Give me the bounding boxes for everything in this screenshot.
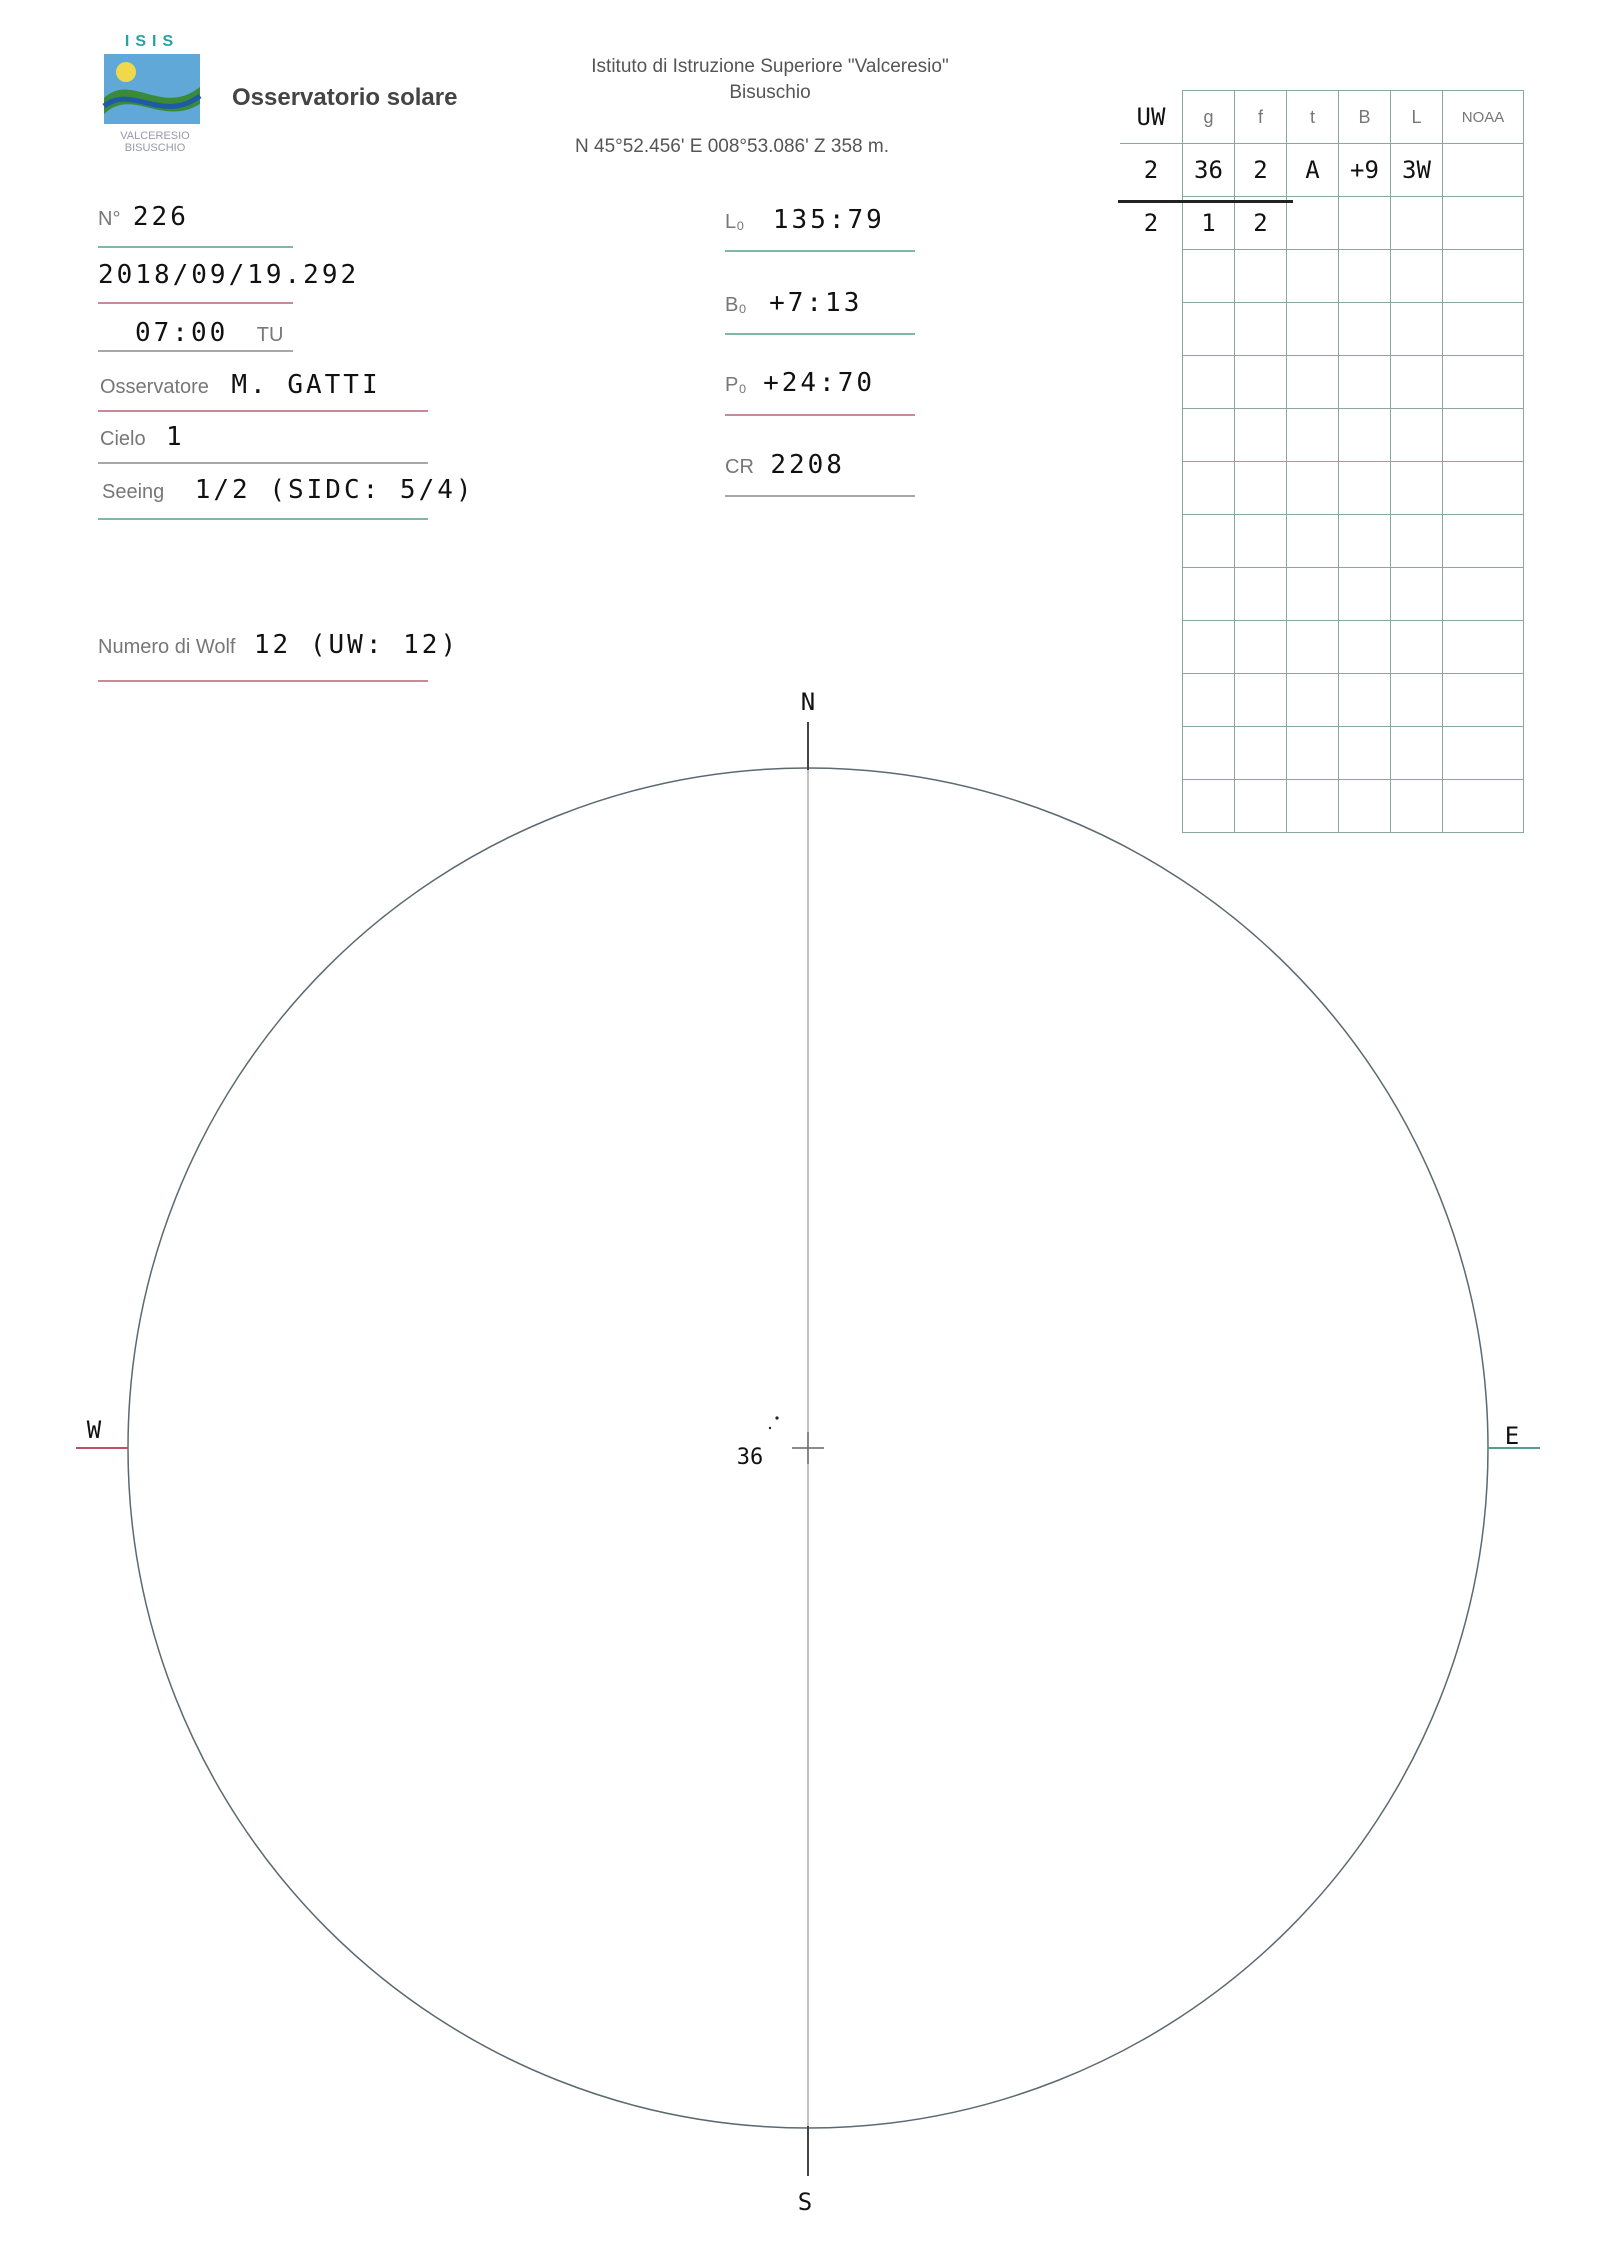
table-cell: +9 bbox=[1339, 144, 1391, 197]
west-label: W bbox=[86, 1416, 102, 1444]
institute-line1: Istituto di Istruzione Superiore "Valceresio" bbox=[591, 56, 949, 77]
p0-value: +24:70 bbox=[763, 368, 876, 398]
institute-line2: Bisuschio bbox=[729, 82, 811, 103]
seeing-value: 1/2 (SIDC: 5/4) bbox=[194, 475, 475, 505]
table-cell: 2 bbox=[1235, 144, 1287, 197]
table-header-cell: L bbox=[1391, 91, 1443, 144]
p0-label: P₀ bbox=[725, 374, 747, 396]
table-cell: 1 bbox=[1183, 197, 1235, 250]
logo-caption-line1: VALCERESIO bbox=[120, 130, 190, 142]
table-cell: 3W bbox=[1391, 144, 1443, 197]
table-cell: 36 bbox=[1183, 144, 1235, 197]
table-header-cell: g bbox=[1183, 91, 1235, 144]
table-header-cell: NOAA bbox=[1443, 91, 1524, 144]
sky-label: Cielo bbox=[100, 428, 146, 450]
cr-value: 2208 bbox=[770, 450, 845, 480]
b0-label: B₀ bbox=[725, 294, 747, 316]
table-cell: 2 bbox=[1120, 144, 1183, 197]
wolf-value: 12 (UW: 12) bbox=[253, 630, 460, 660]
south-label: S bbox=[797, 2188, 813, 2216]
north-label: N bbox=[800, 688, 816, 716]
number-value: 226 bbox=[132, 202, 189, 232]
table-cell: 2 bbox=[1235, 197, 1287, 250]
wolf-label: Numero di Wolf bbox=[98, 636, 236, 658]
logo-caption-line2: BISUSCHIO bbox=[124, 142, 186, 154]
l0-label: L₀ bbox=[725, 211, 745, 233]
observatory-name: Osservatorio solare bbox=[232, 84, 458, 111]
table-header-cell: f bbox=[1235, 91, 1287, 144]
seeing-label: Seeing bbox=[102, 481, 165, 503]
table-header-cell: t bbox=[1287, 91, 1339, 144]
table-cell: A bbox=[1287, 144, 1339, 197]
group-label: 36 bbox=[736, 1445, 764, 1470]
observer-value: M. GATTI bbox=[231, 370, 381, 400]
sunspot-dot bbox=[775, 1416, 778, 1419]
date-value: 2018/09/19.292 bbox=[98, 260, 360, 290]
table-header-cell: B bbox=[1339, 91, 1391, 144]
sky-value: 1 bbox=[166, 422, 185, 452]
table-cell: 2 bbox=[1120, 197, 1183, 250]
sunspot-dot bbox=[769, 1427, 771, 1429]
observer-label: Osservatore bbox=[100, 376, 209, 398]
b0-value: +7:13 bbox=[769, 288, 863, 318]
logo-mark-text: ISIS bbox=[124, 33, 180, 50]
number-label: N° bbox=[98, 208, 121, 230]
observatory-coordinates: N 45°52.456' E 008°53.086' Z 358 m. bbox=[575, 136, 889, 157]
cr-label: CR bbox=[725, 456, 754, 478]
time-unit: TU bbox=[256, 324, 284, 346]
l0-value: 135:79 bbox=[772, 205, 885, 235]
east-label: E bbox=[1504, 1422, 1520, 1450]
table-header-cell: UW bbox=[1120, 91, 1183, 144]
time-value: 07:00 bbox=[135, 318, 229, 348]
